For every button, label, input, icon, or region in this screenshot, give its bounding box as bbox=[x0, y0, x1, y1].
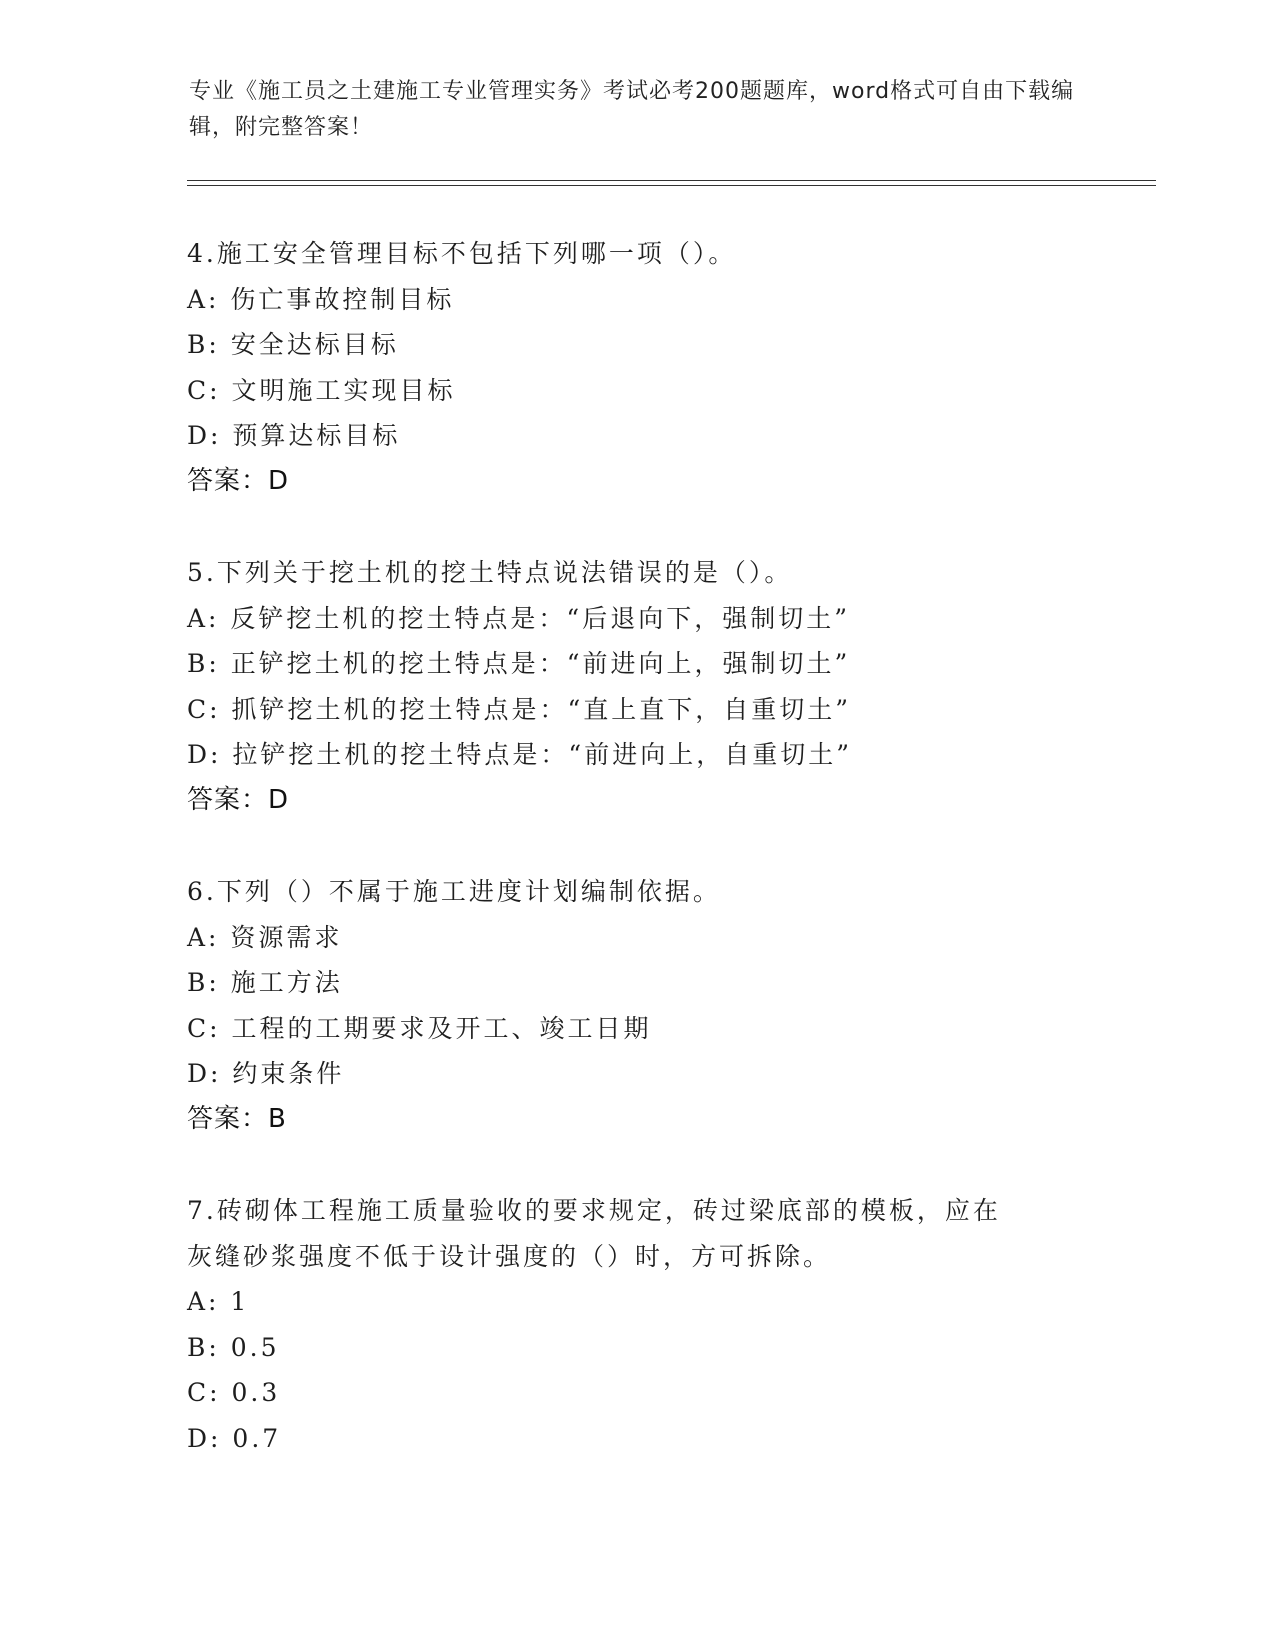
option-c: C: 文明施工实现目标 bbox=[187, 375, 456, 405]
option-b: B: 0.5 bbox=[187, 1332, 280, 1362]
option-c: C: 0.3 bbox=[187, 1378, 281, 1407]
option-a: A: 反铲挖土机的挖土特点是：“后退向下，强制切土” bbox=[187, 603, 850, 633]
option-d: D: 预算达标目标 bbox=[187, 421, 401, 450]
question-6 bbox=[187, 869, 1087, 1142]
option-d: D: 约束条件 bbox=[187, 1059, 345, 1088]
document-header: 专业《施工员之土建施工专业管理实务》考试必考200题题库，word格式可自由下载编辑，附完整答案！ bbox=[189, 79, 1075, 140]
option-a: A: 1 bbox=[187, 1287, 250, 1316]
answer-label: 答案：D bbox=[187, 465, 290, 496]
question-stem: 4.施工安全管理目标不包括下列哪一项（）。 bbox=[187, 239, 737, 268]
question-stem: 5.下列关于挖土机的挖土特点说法错误的是（）。 bbox=[187, 558, 793, 587]
question-4 bbox=[187, 231, 1087, 504]
answer-label: 答案：D bbox=[187, 784, 290, 815]
question-stem: 7.砖砌体工程施工质量验收的要求规定，砖过梁底部的模板，应在灰缝砂浆强度不低于设计强度的（）时，方可拆除。 bbox=[187, 1196, 1001, 1271]
option-a: A: 资源需求 bbox=[187, 922, 343, 952]
option-c: C: 工程的工期要求及开工、竣工日期 bbox=[187, 1013, 652, 1043]
option-d: D: 拉铲挖土机的挖土特点是：“前进向上，自重切土” bbox=[187, 740, 852, 769]
question-stem: 6.下列（）不属于施工进度计划编制依据。 bbox=[187, 877, 721, 906]
option-a: A: 伤亡事故控制目标 bbox=[187, 284, 455, 314]
option-b: B: 施工方法 bbox=[187, 968, 343, 997]
option-c: C: 抓铲挖土机的挖土特点是：“直上直下，自重切土” bbox=[187, 694, 852, 724]
answer-label: 答案：B bbox=[187, 1103, 287, 1134]
question-5 bbox=[187, 550, 1087, 823]
option-b: B: 正铲挖土机的挖土特点是：“前进向上，强制切土” bbox=[187, 649, 851, 678]
header-divider-bottom bbox=[187, 185, 1156, 186]
question-7 bbox=[187, 1188, 1087, 1461]
option-d: D: 0.7 bbox=[187, 1423, 282, 1453]
option-b: B: 安全达标目标 bbox=[187, 330, 399, 359]
header-divider-top bbox=[187, 180, 1156, 181]
